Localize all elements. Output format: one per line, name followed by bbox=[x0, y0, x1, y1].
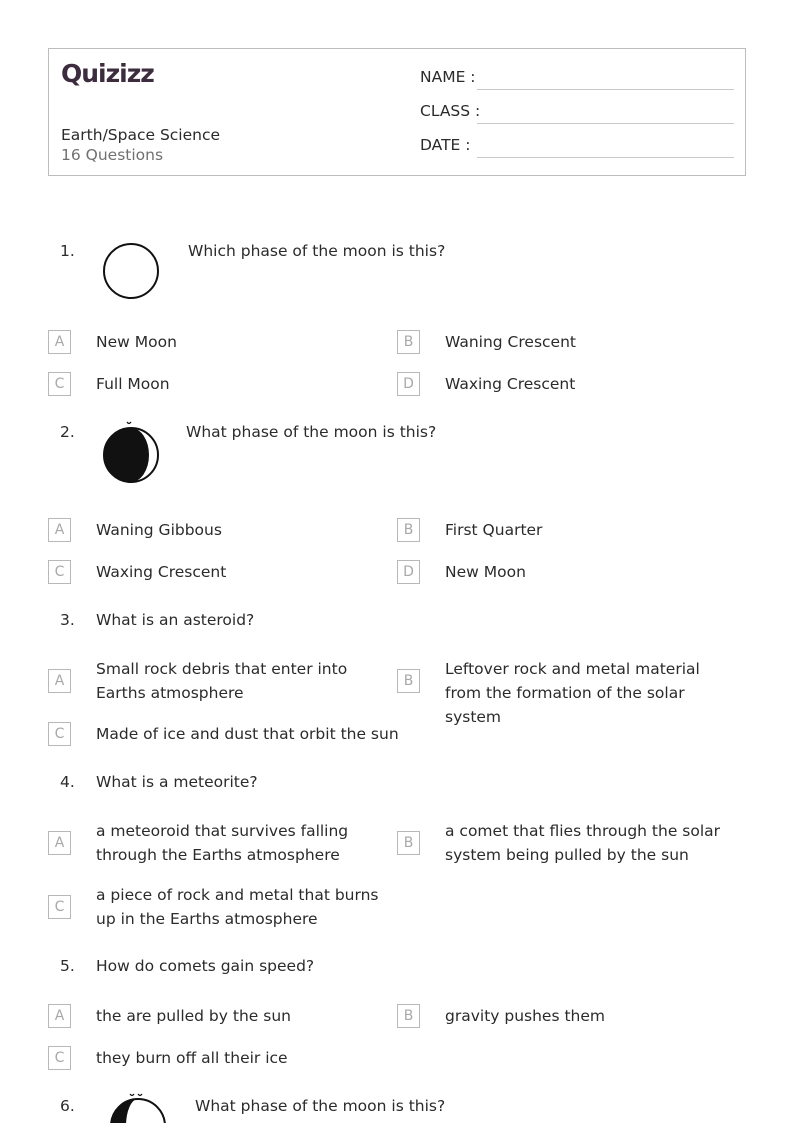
date-label: DATE : bbox=[420, 136, 471, 154]
option-5a-box[interactable]: A bbox=[48, 1004, 71, 1028]
option-5b-text: gravity pushes them bbox=[445, 1007, 606, 1025]
option-1b-text: Waning Crescent bbox=[445, 333, 576, 351]
option-5c-box[interactable]: C bbox=[48, 1046, 71, 1070]
option-2c-box[interactable]: C bbox=[48, 560, 71, 584]
question-2-text: What phase of the moon is this? bbox=[186, 423, 437, 441]
option-2b-box[interactable]: B bbox=[397, 518, 420, 542]
option-3b-box[interactable]: B bbox=[397, 669, 420, 693]
option-2d-text: New Moon bbox=[445, 563, 526, 581]
question-2-number: 2. bbox=[60, 423, 75, 441]
option-2b-text: First Quarter bbox=[445, 521, 543, 539]
question-4-text: What is a meteorite? bbox=[96, 773, 258, 791]
option-2d-box[interactable]: D bbox=[397, 560, 420, 584]
question-3-number: 3. bbox=[60, 611, 75, 629]
option-4c-box[interactable]: C bbox=[48, 895, 71, 919]
option-3b-text: Leftover rock and metal material from the formation of the solar system bbox=[445, 660, 700, 726]
name-label: NAME : bbox=[420, 68, 476, 86]
worksheet-header bbox=[48, 48, 746, 176]
moon-crescent-icon bbox=[100, 418, 164, 486]
question-6-text: What phase of the moon is this? bbox=[195, 1097, 446, 1115]
option-4b-text: a comet that flies through the solar system being pulled by the sun bbox=[445, 822, 721, 864]
date-line[interactable] bbox=[477, 157, 734, 158]
option-3a-text: Small rock debris that enter into Earths atmosphere bbox=[96, 660, 348, 702]
question-5-text: How do comets gain speed? bbox=[96, 957, 315, 975]
worksheet-subject: Earth/Space Science bbox=[61, 126, 221, 144]
option-5c-text: they burn off all their ice bbox=[96, 1049, 288, 1067]
option-1a-text: New Moon bbox=[96, 333, 177, 351]
option-3c-box[interactable]: C bbox=[48, 722, 71, 746]
quizizz-logo: Quizizz bbox=[61, 59, 154, 88]
option-5a-text: the are pulled by the sun bbox=[96, 1007, 291, 1025]
option-1c-box[interactable]: C bbox=[48, 372, 71, 396]
option-3a-box[interactable]: A bbox=[48, 669, 71, 693]
moon-full-outline-icon bbox=[100, 241, 162, 301]
option-4c-text: a piece of rock and metal that burns up in the Earths atmosphere bbox=[96, 886, 379, 928]
option-4a-box[interactable]: A bbox=[48, 831, 71, 855]
question-count: 16 Questions bbox=[61, 146, 164, 164]
option-5b-box[interactable]: B bbox=[397, 1004, 420, 1028]
option-1d-text: Waxing Crescent bbox=[445, 375, 576, 393]
question-1-number: 1. bbox=[60, 242, 75, 260]
question-3-text: What is an asteroid? bbox=[96, 611, 255, 629]
question-5-number: 5. bbox=[60, 957, 75, 975]
question-1-text: Which phase of the moon is this? bbox=[188, 242, 446, 260]
option-4b-box[interactable]: B bbox=[397, 831, 420, 855]
name-line[interactable] bbox=[477, 89, 734, 90]
option-2c-text: Waxing Crescent bbox=[96, 563, 227, 581]
question-4-number: 4. bbox=[60, 773, 75, 791]
option-2a-box[interactable]: A bbox=[48, 518, 71, 542]
option-2a-text: Waning Gibbous bbox=[96, 521, 222, 539]
class-line[interactable] bbox=[477, 123, 734, 124]
option-1c-text: Full Moon bbox=[96, 375, 170, 393]
question-6-number: 6. bbox=[60, 1097, 75, 1115]
option-3c-text: Made of ice and dust that orbit the sun bbox=[96, 725, 399, 743]
moon-phase-icon bbox=[104, 1088, 170, 1123]
option-4a-text: a meteoroid that survives falling through the Earths atmosphere bbox=[96, 822, 349, 864]
option-1b-box[interactable]: B bbox=[397, 330, 420, 354]
option-1a-box[interactable]: A bbox=[48, 330, 71, 354]
option-1d-box[interactable]: D bbox=[397, 372, 420, 396]
class-label: CLASS : bbox=[420, 102, 481, 120]
